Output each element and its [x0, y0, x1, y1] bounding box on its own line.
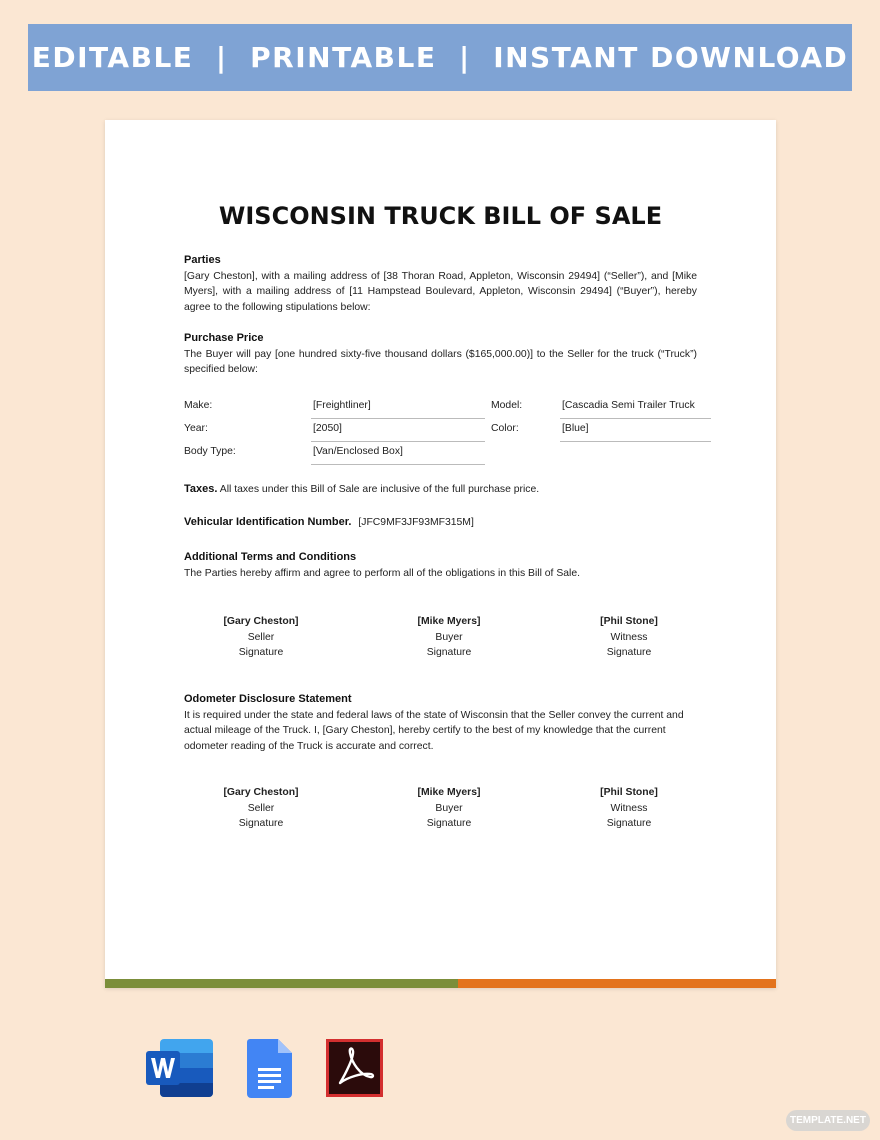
signature-block-seller	[181, 614, 341, 661]
signer-name: [Gary Cheston]	[223, 787, 299, 798]
vin-value: [JFC9MF3JF93MF315M]	[358, 517, 474, 528]
signer-role: Witness	[610, 802, 648, 814]
year-value: [2050]	[313, 423, 342, 434]
body-type-field[interactable]	[311, 442, 485, 465]
purchase-price-heading: Purchase Price	[184, 332, 264, 344]
banner-text: EDITABLE | PRINTABLE | INSTANT DOWNLOAD	[31, 41, 849, 74]
signer-role: Seller	[247, 802, 275, 814]
signer-role: Buyer	[435, 802, 463, 814]
model-label: Model:	[491, 400, 523, 411]
odometer-section	[184, 692, 697, 754]
color-value: [Blue]	[562, 423, 589, 434]
parties-heading: Parties	[184, 254, 221, 266]
top-banner	[28, 24, 852, 91]
document-title: WISCONSIN TRUCK BILL OF SALE	[218, 202, 663, 230]
signature-label: Signature	[606, 818, 652, 829]
signer-role: Buyer	[435, 631, 463, 643]
body-type-label: Body Type:	[184, 446, 236, 457]
body-type-value: [Van/Enclosed Box]	[313, 446, 403, 457]
signature-label: Signature	[426, 818, 472, 829]
signer-name: [Phil Stone]	[600, 787, 658, 798]
odometer-heading: Odometer Disclosure Statement	[184, 693, 352, 705]
odometer-text: It is required under the state and federal laws of the state of Wisconsin that the Seller convey the current and actual mileage of the Truck. I, [Gary Cheston], hereby certify to the best of my knowledge that the current odometer reading of the Truck is accurate and correct.	[184, 709, 684, 752]
watermark-badge: TEMPLATE.NET	[786, 1110, 870, 1131]
signature-label: Signature	[238, 647, 284, 658]
footer-bar-green	[105, 979, 458, 988]
pdf-icon[interactable]	[326, 1039, 383, 1102]
word-icon[interactable]	[146, 1039, 213, 1102]
additional-terms-heading: Additional Terms and Conditions	[184, 551, 357, 563]
year-label: Year:	[184, 423, 208, 434]
signature-label: Signature	[238, 818, 284, 829]
additional-terms-text: The Parties hereby affirm and agree to perform all of the obligations in this Bill of Sale.	[184, 567, 581, 579]
color-label: Color:	[491, 423, 519, 434]
signature-block-witness	[549, 614, 709, 661]
make-field[interactable]	[311, 396, 485, 419]
vin-label: Vehicular Identification Number.	[184, 516, 352, 528]
vin-section	[184, 515, 697, 531]
signer-name: [Mike Myers]	[417, 616, 481, 627]
taxes-label: Taxes.	[184, 483, 218, 495]
make-label: Make:	[184, 400, 213, 411]
signature-block-seller	[181, 785, 341, 832]
parties-text: [Gary Cheston], with a mailing address of [38 Thoran Road, Appleton, Wisconsin 29494] (“Seller”), and [Mike Myers], with a mailing address of [11 Hampstead Boulevard, Appleton, Wisconsin 29494] (“Buyer”), hereby agree to the following stipulations below:	[184, 270, 697, 313]
purchase-price-section	[184, 331, 697, 378]
parties-section	[184, 253, 697, 315]
year-field[interactable]	[311, 419, 485, 442]
color-field[interactable]	[560, 419, 711, 442]
vehicle-row-year-color	[184, 419, 711, 442]
model-field[interactable]	[560, 396, 711, 419]
model-value: [Cascadia Semi Trailer Truck	[562, 400, 695, 411]
make-value: [Freightliner]	[313, 400, 371, 411]
footer-bar-orange	[458, 979, 776, 988]
purchase-price-text: The Buyer will pay [one hundred sixty-five thousand dollars ($165,000.00)] to the Seller for the truck (“Truck”) specified below:	[184, 348, 697, 375]
signature-block-buyer	[369, 785, 529, 832]
signature-block-buyer	[369, 614, 529, 661]
taxes-section	[184, 482, 697, 498]
vehicle-row-body	[184, 442, 711, 465]
signer-name: [Phil Stone]	[600, 616, 658, 627]
additional-terms-section	[184, 550, 697, 581]
signature-label: Signature	[426, 647, 472, 658]
signer-name: [Mike Myers]	[417, 787, 481, 798]
signer-role: Witness	[610, 631, 648, 643]
signature-label: Signature	[606, 647, 652, 658]
signature-block-witness	[549, 785, 709, 832]
vehicle-row-make-model	[184, 396, 711, 419]
signer-role: Seller	[247, 631, 275, 643]
taxes-text: All taxes under this Bill of Sale are inclusive of the full purchase price.	[219, 484, 540, 495]
document-page	[105, 120, 776, 988]
google-docs-icon[interactable]	[247, 1039, 292, 1103]
signer-name: [Gary Cheston]	[223, 616, 299, 627]
